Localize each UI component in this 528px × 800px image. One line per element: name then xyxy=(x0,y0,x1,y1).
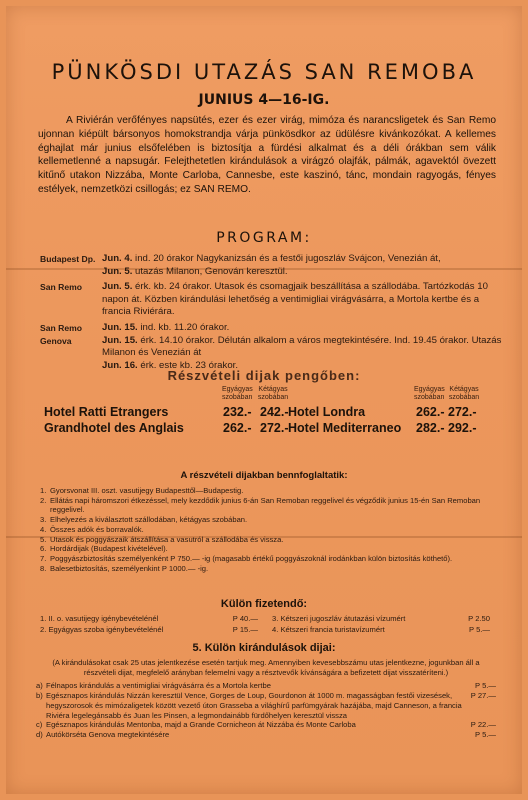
itinerary-text: érk. 14.10 órakor. Délután alkalom a város megtekintésére. Ind. 19.45 órakor. Utazás Milanon és Venezián át xyxy=(102,334,502,359)
itinerary-date: Jun. 16. xyxy=(102,359,138,371)
price-single: 262.- xyxy=(223,421,252,435)
price-single: 262.- xyxy=(416,405,445,419)
itinerary-date: Jun. 5. xyxy=(102,281,133,293)
itinerary-date: Jun. 15. xyxy=(102,321,138,333)
price-double: 272.- xyxy=(448,405,477,419)
excursions-note: (A kirándulásokat csak 25 utas jelentkezése esetén tartjuk meg. Amennyiben kevesebbszámu utas jelentkezne, jogunkban áll a részvételi dijat, megfelelő arányban felemelni vagy a résztvevők kívánságára a befizetett dijat visszatéríteni.) xyxy=(52,658,480,677)
list-item: 2. Ellátás napi háromszori étkezéssel, mely kezdődik junius 6-án San Remoban reggelivel és végződik junius 15-én San Remoban reggelivel. xyxy=(40,495,481,515)
list-item: 4. Kétszeri francia turistavízumért P 5.— xyxy=(272,624,490,634)
itinerary-row xyxy=(40,281,510,319)
itinerary-place: San Remo xyxy=(40,322,83,333)
itinerary-text: ind. 20 órakor Nagykanizsán és a festői jugoszláv Svájcon, Venezián át, xyxy=(132,253,441,264)
included-list xyxy=(40,486,498,573)
itinerary-place: San Remo xyxy=(40,282,83,293)
column-head-single: Egyágyas szobában xyxy=(222,386,253,401)
itinerary-row xyxy=(40,253,510,266)
column-head-double: Kétágyas szobában xyxy=(257,386,289,401)
extras-heading: Külön fizetendő: xyxy=(220,598,308,610)
intro-paragraph: A Riviérán verőfényes napsütés, ezer és ezer virág, mimóza és narancsligetek és San Remo ujonnan kiépült bársonyos homokstrandja várja pünkösdkor az üdülésre kivánkozókat. A kellemes éghajlat már junius elsőfelében is biztosítja a fürdési alkalmat és a déli órákban sem válik kellemetlenné a napsugár. Felejthetetlen kirándulások a virágzó olajfák, pálmák, agavektól övezett kitűnő utakon Nizzába, Monte Carloba, Cannesbe, este kaszinó, tánc, mondain ragyogás, fényes estélyek, nemzetközi csillogás; ez SAN REMO. xyxy=(38,115,496,195)
excursions-list xyxy=(36,658,496,740)
itinerary-date: Jun. 5. xyxy=(102,265,133,277)
itinerary-row xyxy=(40,322,510,335)
list-item: 1. Gyorsvonat III. oszt. vasutijegy Budapesttől—Budapestig. xyxy=(40,486,244,495)
column-head-double: Kétágyas szobában xyxy=(448,386,480,401)
itinerary-text: ind. kb. 11.20 órakor. xyxy=(137,321,230,333)
travel-dates: JUNIUS 4—16-IG. xyxy=(198,92,330,108)
list-item: 8. Balesetbiztosítás, személyenkint P 1000.— -ig. xyxy=(40,563,209,573)
itinerary-row xyxy=(40,335,510,360)
list-item: 7. Poggyászbiztosítás személyenként P 750.— -ig (magasabb értékű poggyászoknál irodánkban külön biztosítás köthető). xyxy=(40,553,453,563)
list-item: d) Autókörséta Genova megtekintésére P 5.— xyxy=(36,729,496,739)
price-double: 292.- xyxy=(448,421,477,435)
price-double: 272.- xyxy=(260,421,289,435)
itinerary-text: érk. este kb. 23 órakor. xyxy=(137,359,238,371)
itinerary-place: Genova xyxy=(40,335,72,346)
price-double: 242.- xyxy=(260,405,289,419)
itinerary-text: utazás Milanon, Genován keresztül. xyxy=(132,265,288,277)
program-heading: PROGRAM: xyxy=(216,230,312,246)
list-item: c) Egésznapos kirándulás Mentonba, majd a Grande Cornicheon át Nizzába és Monte Carloba P 22.— xyxy=(36,720,496,730)
itinerary-row xyxy=(40,266,510,279)
hotel-name: Hotel Londra xyxy=(288,405,366,419)
extras-list xyxy=(40,614,490,635)
list-item: 3. Kétszeri jugoszláv átutazási vízumért P 2.50 xyxy=(272,614,490,623)
hotel-name: Hotel Mediterraneo xyxy=(288,421,402,435)
hotel-name: Grandhotel des Anglais xyxy=(44,421,184,435)
included-heading: A részvételi dijakban bennfoglaltatik: xyxy=(180,470,348,481)
list-item: 6. Hordárdijak (Budapest kivételével). xyxy=(40,544,168,554)
itinerary-date: Jun. 15. xyxy=(102,334,138,346)
excursions-heading: 5. Külön kirándulások dijai: xyxy=(192,642,336,654)
itinerary-date: Jun. 4. xyxy=(102,253,133,264)
list-item: 5. Utasok és poggyászaik átszállítása a vasutról a szállodába és vissza. xyxy=(40,534,284,544)
list-item: 2. Egyágyas szoba igénybevételénél P 15.— xyxy=(40,624,258,634)
fees-heading: Részvételi dijak pengőben: xyxy=(167,368,361,383)
itinerary-place: Budapest Dp. xyxy=(40,254,96,264)
list-item: b) Egésznapos kirándulás Nizzán keresztül Vence, Gorges de Loup, Gourdonon át 1000 m. magasságban festői vizesések, hegyszorosok és mimózaligetek között vezető úton Grasseba a világhírű parfümgyárak hazájába, majd Canneson, a francia Riviéra legelegánsabb és Juan les Pinsen, a legmondainább fürdőhelyen keresztül vissza P 27.— xyxy=(36,691,496,720)
itinerary-place xyxy=(40,266,102,279)
price-single: 282.- xyxy=(416,421,445,435)
list-item: 3. Elhelyezés a kiválasztott szállodában, kétágyas szobában. xyxy=(40,515,248,525)
list-item: 1. II. o. vasutijegy igénybevételénél P 40.— xyxy=(40,614,258,623)
column-head-single: Egyágyas szobában xyxy=(414,386,445,401)
document-title: PÜNKÖSDI UTAZÁS SAN REMOBA xyxy=(51,60,477,84)
list-item: a) Félnapos kirándulás a ventimigliai virágvásárra és a Mortola kertbe P 5.— xyxy=(36,681,496,691)
list-item: 4. Összes adók és borravalók. xyxy=(40,524,144,534)
itinerary xyxy=(40,253,510,372)
hotel-name: Hotel Ratti Etrangers xyxy=(44,405,169,419)
price-single: 232.- xyxy=(223,405,252,419)
itinerary-text: érk. kb. 24 órakor. Utasok és csomagjaik beszállítása a szállodába. Tartózkodás 10 napon át. Közben kirándulási lehetőség a ventimigliai virágvásárra, a Mortola kertbe és a francia Riviérára. xyxy=(102,281,488,318)
